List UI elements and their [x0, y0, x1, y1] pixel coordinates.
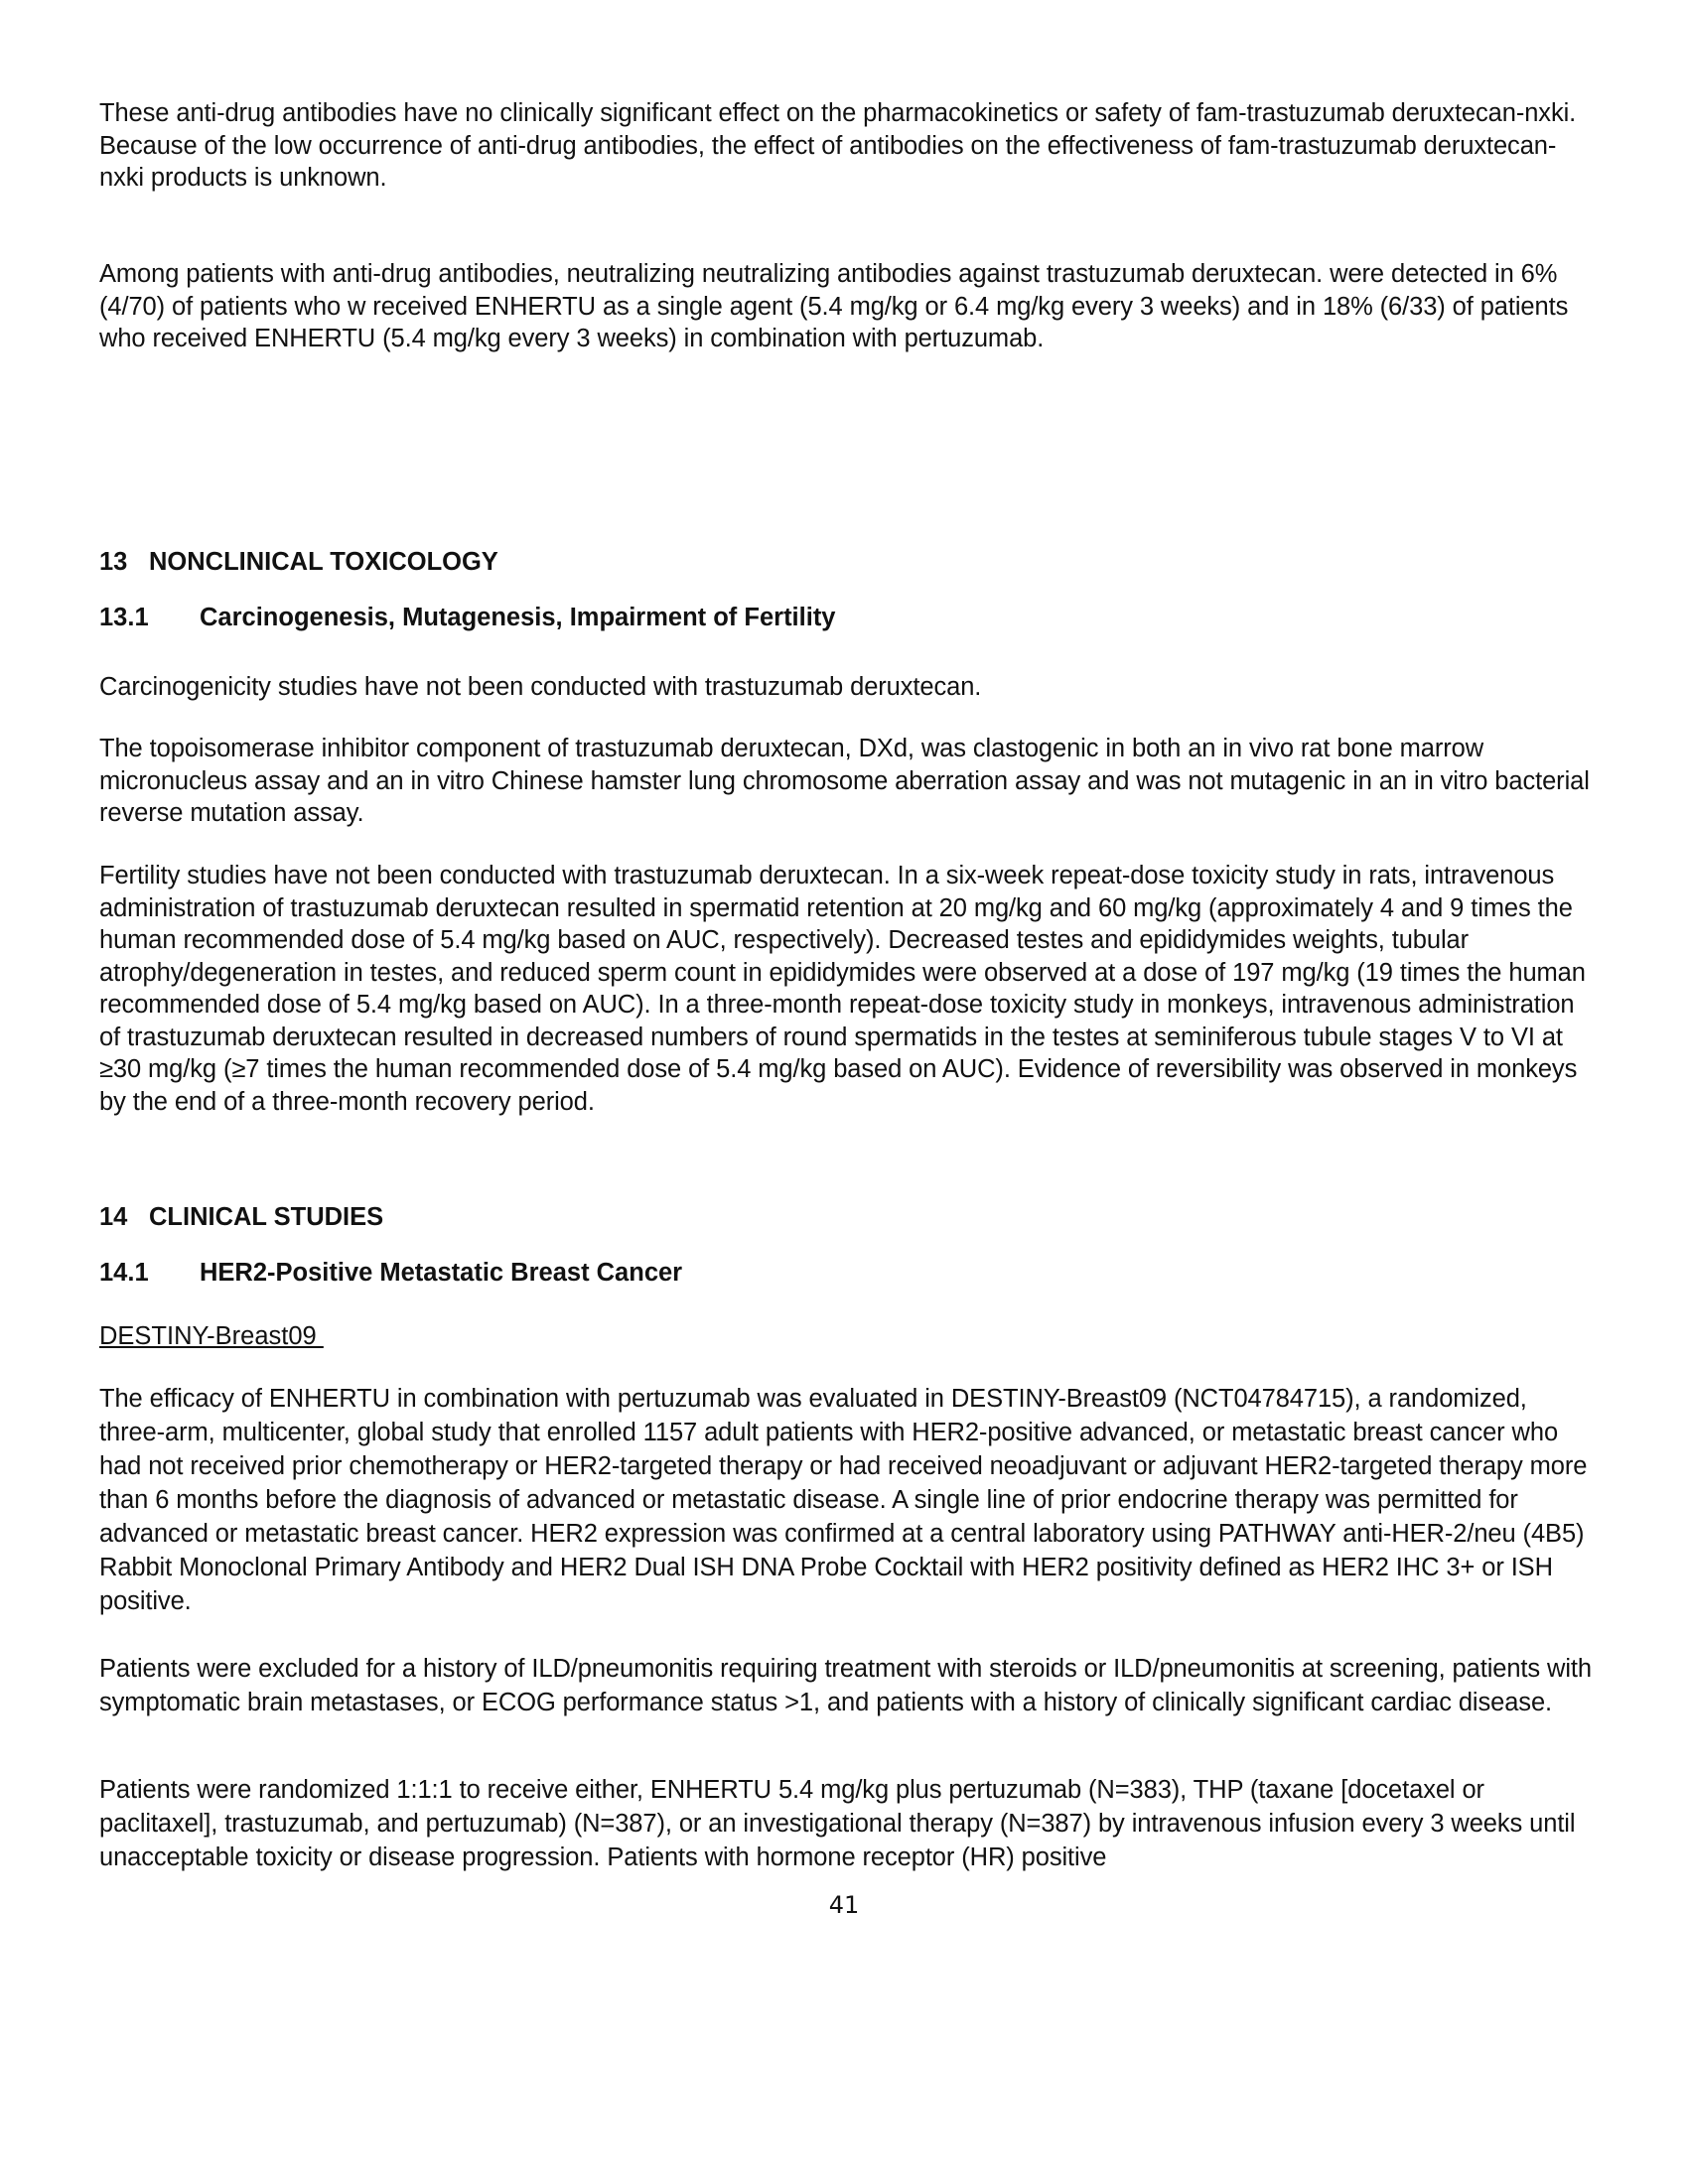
paragraph-randomization: Patients were randomized 1:1:1 to receive either, ENHERTU 5.4 mg/kg plus pertuzumab (N=383), THP (taxane [docetaxel or paclitaxel], trastuzumab, and pertuzumab) (N=387), or an investigational therapy (N=387) by intravenous infusion every 3 weeks until unacceptable toxicity or disease progression. Patients with hormone receptor (HR) positive — [99, 1776, 1576, 1871]
section-13-1-heading — [99, 602, 836, 633]
section-13-number: 13 — [99, 548, 128, 576]
section-14-title: CLINICAL STUDIES — [149, 1203, 384, 1231]
page-number: 41 — [828, 1891, 860, 1919]
study-name-label: DESTINY-Breast09 — [99, 1322, 324, 1350]
section-14-heading — [99, 1201, 383, 1233]
section-13-title: NONCLINICAL TOXICOLOGY — [149, 548, 498, 576]
paragraph-fertility: Fertility studies have not been conducted with trastuzumab deruxtecan. In a six-week repeat-dose toxicity study in rats, intravenous administration of trastuzumab deruxtecan resulted in spermatid retention at 20 mg/kg and 60 mg/kg (approximately 4 and 9 times the human recommended dose of 5.4 mg/kg based on AUC, respectively). Decreased testes and epididymides weights, tubular atrophy/degeneration in testes, and reduced sperm count in epididymides were observed at a dose of 197 mg/kg (19 times the human recommended dose of 5.4 mg/kg based on AUC). In a three-month repeat-dose toxicity study in monkeys, intravenous administration of trastuzumab deruxtecan resulted in decreased numbers of round spermatids in the testes at seminiferous tubule stages V to VI at ≥30 mg/kg (≥7 times the human recommended dose of 5.4 mg/kg based on AUC). Evidence of reversibility was observed in monkeys by the end of a three-month recovery period. — [99, 862, 1586, 1116]
paragraph-carcinogenicity: Carcinogenicity studies have not been conducted with trastuzumab deruxtecan. — [99, 673, 982, 701]
section-14-1-title: HER2-Positive Metastatic Breast Cancer — [200, 1259, 683, 1287]
paragraph-neutralizing-antibodies: Among patients with anti-drug antibodies, neutralizing neutralizing antibodies against trastuzumab deruxtecan. were detected in 6% (4/70) of patients who w received ENHERTU as a single agent (5.4 mg/kg or 6.4 mg/kg every 3 weeks) and in 18% (6/33) of patients who received ENHERTU (5.4 mg/kg every 3 weeks) in combination with pertuzumab. — [99, 260, 1569, 352]
section-14-1-number: 14.1 — [99, 1259, 149, 1287]
paragraph-antibody-effect: These anti-drug antibodies have no clinically significant effect on the pharmacokinetics or safety of fam-trastuzumab deruxtecan-nxki. Because of the low occurrence of anti-drug antibodies, the effect of antibodies on the effectiveness of fam-trastuzumab deruxtecan-nxki products is unknown. — [99, 99, 1577, 192]
paragraph-study-design: The efficacy of ENHERTU in combination with pertuzumab was evaluated in DESTINY-Breast09 (NCT04784715), a randomized, three-arm, multicenter, global study that enrolled 1157 adult patients with HER2-positive advanced, or metastatic breast cancer who had not received prior chemotherapy or HER2-targeted therapy or had received neoadjuvant or adjuvant HER2-targeted therapy more than 6 months before the diagnosis of advanced or metastatic disease. A single line of prior endocrine therapy was permitted for advanced or metastatic breast cancer. HER2 expression was confirmed at a central laboratory using PATHWAY anti-HER-2/neu (4B5) Rabbit Monoclonal Primary Antibody and HER2 Dual ISH DNA Probe Cocktail with HER2 positivity defined as HER2 IHC 3+ or ISH positive. — [99, 1385, 1588, 1615]
section-13-1-number: 13.1 — [99, 604, 149, 631]
section-14-1-heading — [99, 1257, 682, 1289]
paragraph-genotoxicity: The topoisomerase inhibitor component of trastuzumab deruxtecan, DXd, was clastogenic in both an in vivo rat bone marrow micronucleus assay and an in vitro Chinese hamster lung chromosome aberration assay and was not mutagenic in an in vitro bacterial reverse mutation assay. — [99, 735, 1590, 827]
section-14-number: 14 — [99, 1203, 128, 1231]
paragraph-exclusion-criteria: Patients were excluded for a history of ILD/pneumonitis requiring treatment with steroids or ILD/pneumonitis at screening, patients with symptomatic brain metastases, or ECOG performance status >1, and patients with a history of clinically significant cardiac disease. — [99, 1655, 1592, 1716]
section-13-1-title: Carcinogenesis, Mutagenesis, Impairment of Fertility — [200, 604, 836, 631]
section-13-heading — [99, 546, 498, 578]
